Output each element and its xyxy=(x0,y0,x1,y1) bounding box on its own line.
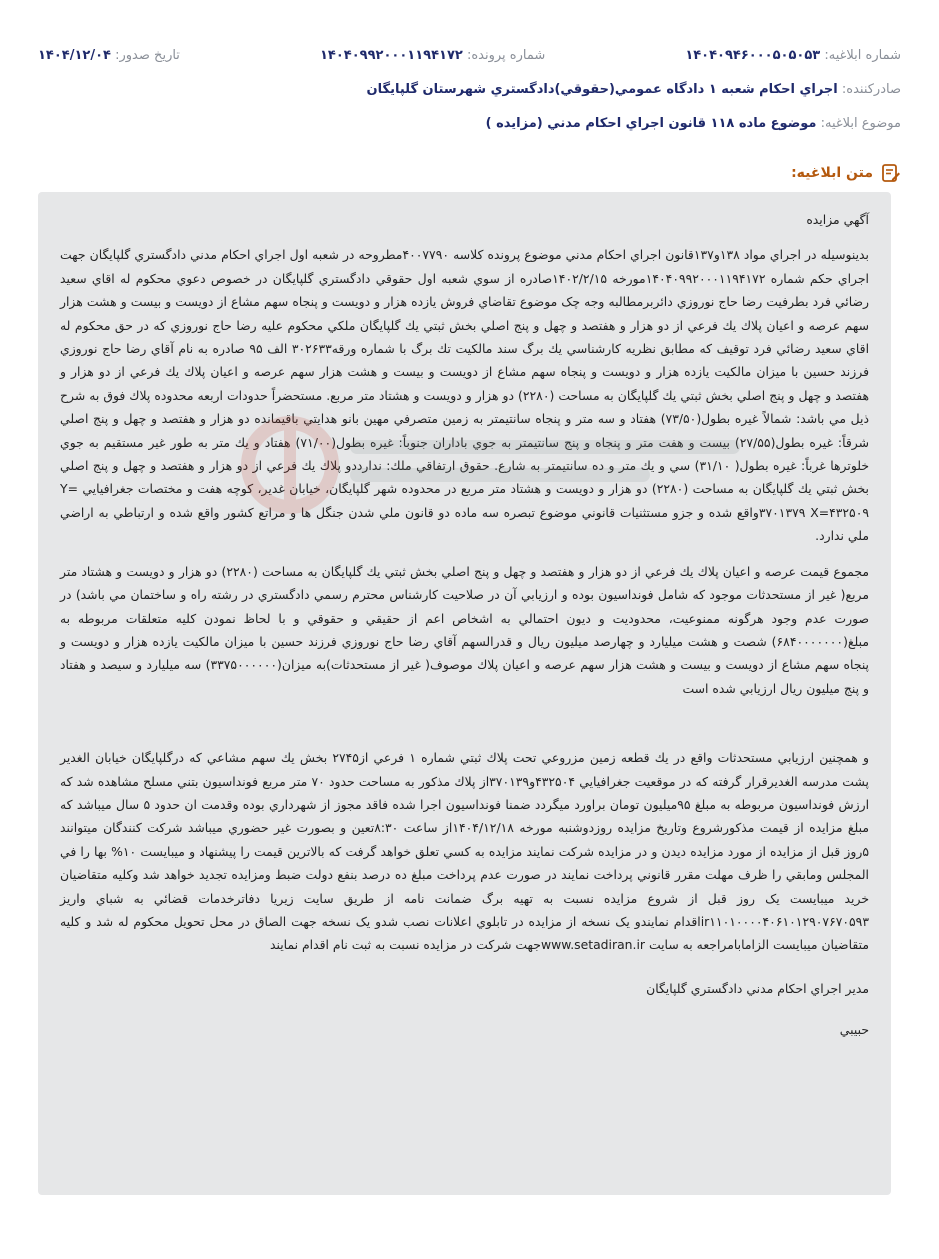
notice-number-value: ۱۴۰۴۰۹۴۶۰۰۰۵۰۵۰۵۳ xyxy=(685,48,821,63)
body-paragraph-3: و همچنين ارزيابي مستحدثات واقع در يك قطعه زمين مزروعي تحت پلاك ثبتي شماره ۱ فرعي از۲۷۴۵ بخش يك سهم مشاعي که درگلپايگان خيابان الغدير پشت مدرسه الغديرقرار گرفته که در موقعيت جغرافيايي ۴۳۲۵۰۴و۳۷۰۱۳۹از پلاك مذکور به مساحت حدود ۷۰ متر مربع فونداسيون بتني مسلح مشاهده شد که ارزش فونداسيون مربوطه به مبلغ ۹۵ميليون تومان براورد ميگردد ضمنا فونداسيون اجرا شده فاقد مجوز از شهرداري بوده وقدمت ان حدود ۵ سال ميباشد که مبلغ مزايده از قيمت مذکورشروع وتاريخ مزايده روزدوشنبه مورخه ۱۴۰۴/۱۲/۱۸از ساعت ۸:۳۰تعين و بصورت غير حضوري ميباشد شرکت کنندگان ميتوانند ۵روز قبل از مزايده از مورد مزايده ديدن و در مزايده شرکت نمايند مزايده به کسي تعلق خواهد گرفت که بالاترين قيمت را پيشنهاد و ميبايست ۱۰% بها را في المجلس ومابقي را ظرف مهلت مقرر قانوني پرداخت نمايند در صورت عدم پرداخت مبلغ ده درصد بنفع دولت ضبط ومزايده تجديد خواهد شد وکليه متقاضيان خريد ميبايست يک روز قبل از شروع مزايده نسبت به تهيه برگ ضمانت نامه از طريق سايت زيريا دفاترخدمات قضائي به شباي واريز ir۱۱۰۱۰۰۰۰۴۰۶۱۰۱۲۹۰۷۶۷۰۵۹۳اقدام نمايندو يک نسخه از مزايده در تابلوي اعلانات نصب شدو يک نسخه جهت الصاق در محل تحويل محکوم له شد و کليه متقاضيان ميبايست الزامابامراجعه به سايت www.setadiran.irجهت شرکت در مزايده نسبت به ثبت نام اقدام نمايند xyxy=(60,750,870,953)
meta-row-issuer xyxy=(38,80,901,100)
issuer-label: صادرکننده: xyxy=(841,82,901,97)
signature-name: حبيبي xyxy=(839,1022,869,1038)
case-number-label: شماره پرونده: xyxy=(466,48,546,63)
case-number-value: ۱۴۰۴۰۹۹۲۰۰۰۱۱۹۴۱۷۲ xyxy=(319,48,463,63)
notice-number xyxy=(685,46,901,66)
auction-title: آگهي مزايده xyxy=(806,212,869,227)
issue-date xyxy=(38,46,180,66)
subject-value: موضوع ماده ۱۱۸ قانون اجراي احکام مدني (مزايده ) xyxy=(485,116,817,131)
body-paragraph-2: مجموع قيمت عرصه و اعيان پلاك يك فرعي از دو هزار و هفتصد و چهل و پنج اصلي بخش ثبتي يك گلپايگان به مساحت (۲۲۸۰) دو هزار و دويست و هشتاد متر مربع( غير از مستحدثات موجود که شامل فونداسيون بوده و ارزيابي آن در صلاحيت کارشناس محترم رسمي دادگستري در رشته راه و ساختمان مي باشد) در صورت عدم وجود هرگونه ممنوعيت، محدوديت و ديون احتمالي به اشخاص اعم از حقيقي و حقوقي و با لحاظ نمودن کليه متعلقات مربوطه به مبلغ(۶۸۴۰۰۰۰۰۰۰) شصت و هشت ميليارد و چهارصد ميليون ريال و قدرالسهم آقاي رضا حاج نوروزي فرزند حسين با ميزان مالکيت يازده هزار و دويست و پنجاه سهم مشاع از دويست و بيست و هشت هزار سهم عرصه و اعيان پلاك موصوف( غير از مستحدثات)به ميزان(۳۳۷۵۰۰۰۰۰۰) سه ميليارد و سيصد و هفتاد و پنج ميليون ريال ارزيابي شده است xyxy=(60,563,870,696)
issuer-value: اجراي احکام شعبه ۱ دادگاه عمومي(حقوقي)دادگستري شهرستان گلپايگان xyxy=(366,82,838,97)
issue-date-label: تاريخ صدور: xyxy=(115,48,180,63)
subject-label: موضوع ابلاغيه: xyxy=(820,116,901,131)
document-edit-icon xyxy=(881,163,901,183)
notice-text-title: متن ابلاغيه: xyxy=(791,165,873,181)
meta-row-subject xyxy=(38,114,901,134)
notice-number-label: شماره ابلاغيه: xyxy=(824,48,901,63)
body-paragraph-1: بدينوسيله در اجراي مواد ۱۳۸و۱۳۷قانون اجراي احکام مدني موضوع پرونده کلاسه ۴۰۰۷۷۹۰مطروحه در شعبه اول اجراي احکام مدني دادگستري گلپايگان جهت اجراي حکم شماره ۱۴۰۴۰۹۹۲۰۰۰۱۱۹۴۱۷۲مورخه ۱۴۰۲/۲/۱۵صادره از سوي شعبه اول حقوقي دادگستري گلپايگان در خصوص دعوي محکوم له اقاي سعيد رضائي فرد بطرفيت رضا حاج نوروزي دائربرمطالبه وجه چک موضوع تقاضاي فروش يازده هزار و دويست و پنجاه سهم مشاع از دويست و بيست و هشت هزار سهم عرصه و اعيان پلاك يك فرعي از دو هزار و هفتصد و چهل و پنج اصلي بخش ثبتي يك گلپايگان ملکي محکوم عليه رضا حاج نوروزي که در حق محکوم له اقاي سعيد رضائي فرد توقيف که مطابق نظريه کارشناسي يك برگ سند مالکيت تك برگ با شماره ورقه۳۰۲۶۳۳ الف ۹۵ صادره به نام آقاي رضا حاج نوروزي فرزند حسين با ميزان مالکيت يازده هزار و دويست و پنجاه سهم مشاع از دويست و بيست و هشت هزار سهم عرصه و اعيان پلاك يك فرعي از دو هزار و هفتصد و چهل و پنج اصلي بخش ثبتي يك گلپايگان به مساحت (۲۲۸۰) دو هزار و دويست و هشتاد متر مربع. مستحضراً حدودات اربعه محدوده پلاك فوق به شرح ذيل مي باشد: شمالاً غيره بطول(۷۳/۵۰) هفتاد و سه متر و پنجاه سانتيمتر به زمين متصرفي مهين بانو هدايتي باقيمانده دو هزار و هفتصد و چهل و پنج اصلي شرقاً: غيره بطول(۲۷/۵۵) بيست و هفت متر و پنجاه و پنج سانتيمتر به جوي باداران جنوباً: غيره بطول(۷۱/۰۰) هفتاد و يك متر به طور غير مستقيم به جوي خلوترها غرباً: غيره بطول( ۳۱/۱۰) سي و يك متر و ده سانتيمتر به شارع. حقوق ارتفاقي ملك: ندارددو پلاك يك فرعي از دو هزار و هفتصد و چهل و پنج اصلي بخش ثبتي يك گلپايگان به مساحت (۲۲۸۰) دو هزار و دويست و هشتاد متر مربع در محدوده شهر گلپايگان، خيابان غدير، کوچه هفت و مختصات جغرافيايي Y= ۳۷۰۱۳۷۹ X=۴۳۲۵۰۹واقع شده و جزو مستثنيات قانوني موضوع تبصره سه ماده دو قانون ملي شدن جنگل ها و مراتع کشور واقع شده و ارتباطي به اراضي ملي ندارد. xyxy=(60,247,870,544)
notice-body xyxy=(38,192,891,1195)
issue-date-value: ۱۴۰۴/۱۲/۰۴ xyxy=(38,48,111,63)
case-number xyxy=(320,46,545,66)
signature-title: مدير اجراي احکام مدني دادگستري گلپايگان xyxy=(646,980,869,996)
notice-text-heading xyxy=(791,161,901,185)
meta-row-numbers xyxy=(38,46,901,66)
